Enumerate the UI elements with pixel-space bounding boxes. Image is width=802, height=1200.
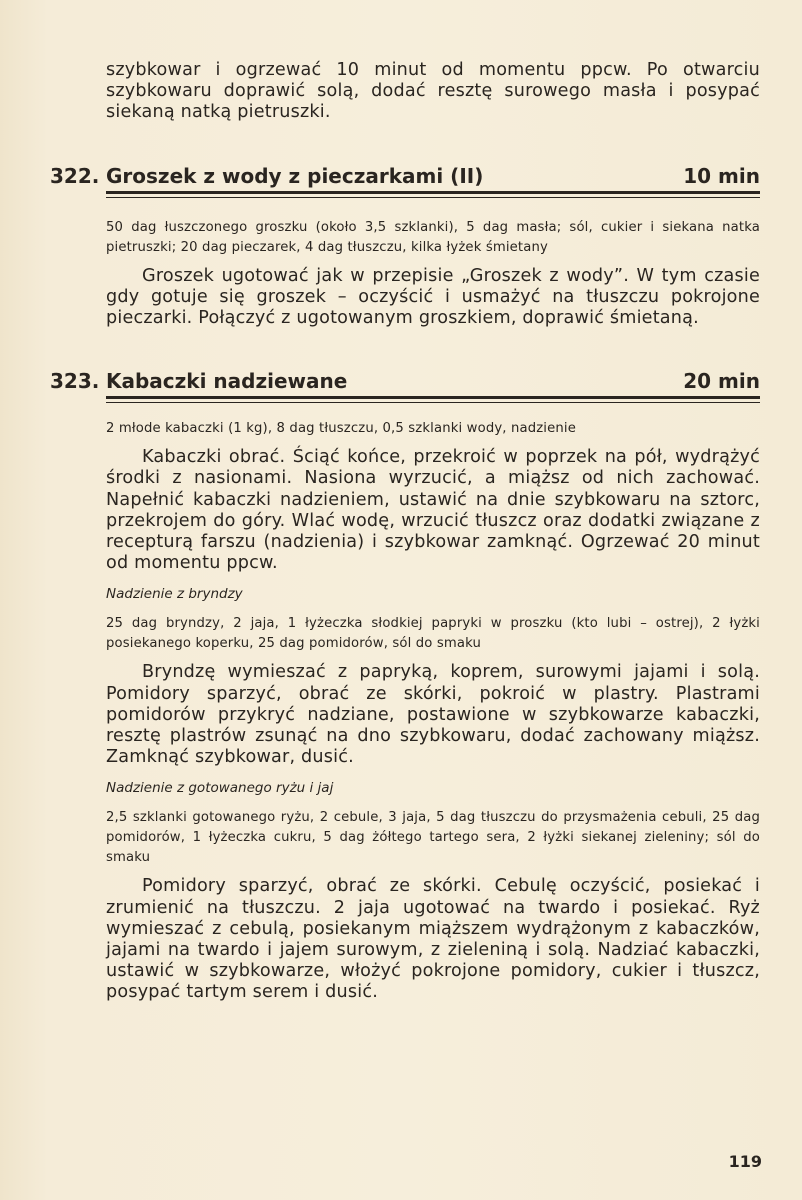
recipe-ingredients: 50 dag łuszczonego groszku (około 3,5 szklanki), 5 dag masła; sól, cukier i siekana natka pietruszki; 20 dag pieczarek, 4 dag tłuszczu, kilka łyżek śmietany <box>106 219 760 255</box>
page-content <box>50 60 760 1004</box>
recipe-time: 10 min <box>683 163 760 188</box>
recipe-time: 20 min <box>683 369 760 394</box>
recipe-method: Kabaczki obrać. Ściąć końce, przekroić w poprzek na pół, wydrążyć środki z nasionami. Nasiona wyrzucić, a miąższ od nich zachować. Napełnić kabaczki nadzieniem, ustawić na dnie szybkowaru na sztorc, przekrojem do góry. Wlać wodę, wrzucić tłuszcz oraz dodatki związane z recepturą farszu (nadzienia) i szybkowar zamknąć. Ogrzewać 20 minut od momentu ppcw. <box>106 447 760 574</box>
recipe-method: Groszek ugotować jak w przepisie „Groszek z wody”. W tym czasie gdy gotuje się groszek – oczyścić i usmażyć na tłuszczu pokrojone pieczarki. Połączyć z ugotowanym groszkiem, doprawić śmietaną. <box>106 265 760 329</box>
recipe-number: 323. <box>50 369 100 394</box>
filling-heading: Nadzienie z gotowanego ryżu i jaj <box>106 780 334 797</box>
filling-ingredients: 25 dag bryndzy, 2 jaja, 1 łyżeczka słodkiej papryki w proszku (kto lubi – ostrej), 2 łyżki posiekanego koperku, 25 dag pomidorów, sól do smaku <box>106 616 760 652</box>
filling-heading: Nadzienie z bryndzy <box>106 586 243 603</box>
filling-ingredients: 2,5 szklanki gotowanego ryżu, 2 cebule, 3 jaja, 5 dag tłuszczu do przysmażenia cebuli, 25 dag pomidorów, 1 łyżeczka cukru, 5 dag żółtego tartego sera, 2 łyżki siekanej zieleniny; sól do smaku <box>106 810 760 866</box>
recipe-header-323 <box>50 369 760 399</box>
recipe-title: Kabaczki nadziewane <box>106 369 348 394</box>
intro-paragraph: szybkowar i ogrzewać 10 minut od momentu ppcw. Po otwarciu szybkowaru doprawić solą, dodać resztę surowego masła i posypać siekaną natką pietruszki. <box>106 60 760 123</box>
recipe-title: Groszek z wody z pieczarkami (II) <box>106 163 484 188</box>
filling-method: Pomidory sparzyć, obrać ze skórki. Cebulę oczyścić, posiekać i zrumienić na tłuszczu. 2 jaja ugotować na twardo i posiekać. Ryż wymieszać z cebulą, posiekanym miąższem wydrążonym z kabaczków, jajami na twardo i jajem surowym, z zieleniną i solą. Nadziać kabaczki, ustawić w szybkowarze, włożyć pokrojone pomidory, cukier i tłuszcz, posypać tartym serem i dusić. <box>106 876 760 1003</box>
filling-method: Bryndzę wymieszać z papryką, koprem, surowymi jajami i solą. Pomidory sparzyć, obrać ze skórki, pokroić w plastry. Plastrami pomidorów przykryć nadziane, postawione w szybkowarze kabaczki, resztę plastrów zsunąć na dno szybkowaru, dodać zachowany miąższ. Zamknąć szybkowar, dusić. <box>106 662 760 768</box>
recipe-header-322 <box>50 163 760 194</box>
recipe-ingredients: 2 młode kabaczki (1 kg), 8 dag tłuszczu, 0,5 szklanki wody, nadzienie <box>106 421 576 437</box>
page-number: 119 <box>728 1152 762 1171</box>
recipe-number: 322. <box>50 163 100 188</box>
